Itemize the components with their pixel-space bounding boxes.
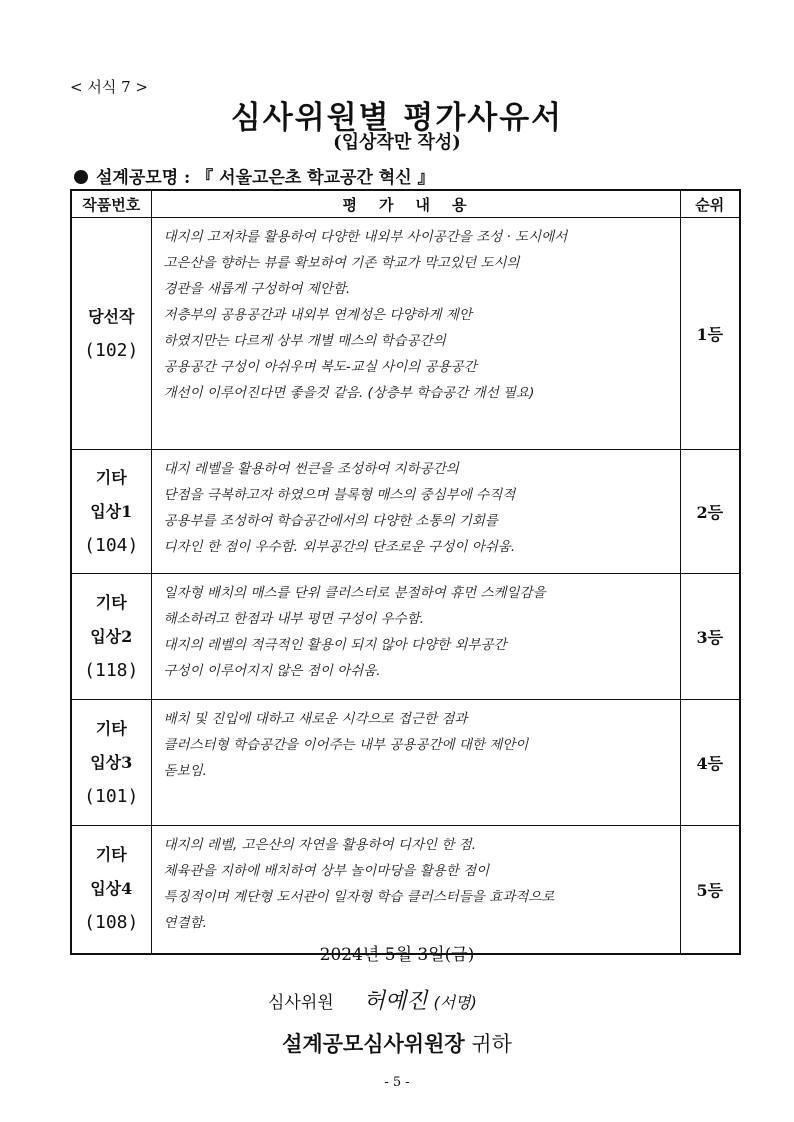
table-row [71, 826, 740, 954]
evaluation-line: 일자형 배치의 매스를 단위 클러스터로 분절하여 휴먼 스케일감을 [163, 585, 546, 601]
recipient-title: 설계공모심사위원장 [282, 1031, 465, 1056]
evaluation-line: 돋보임. [163, 763, 207, 779]
evaluation-table [70, 189, 741, 955]
document-subtitle: (입상작만 작성) [333, 132, 461, 153]
evaluation-line: 경관을 새롭게 구성하여 제안함. [163, 281, 351, 297]
evaluation-line: 단점을 극복하고자 하였으며 블록형 매스의 중심부에 수직적 [163, 487, 516, 503]
evaluation-text [151, 218, 680, 450]
evaluation-line: 대지의 레벨, 고은산의 자연을 활용하여 디자인 한 점. [163, 837, 476, 853]
evaluation-line: 대지 레벨을 활용하여 썬큰을 조성하여 지하공간의 [163, 461, 459, 477]
recipient-suffix: 귀하 [471, 1032, 512, 1056]
entry-category: 기타 [95, 845, 127, 865]
table-header-row [71, 190, 740, 218]
entry-number: (102) [84, 339, 139, 361]
evaluation-line: 저층부의 공용공간과 내외부 연계성은 다양하게 제안 [163, 307, 472, 323]
project-label: 설계공모명 : 『 서울고은초 학교공간 혁신 』 [96, 168, 435, 188]
form-number: < 서식 7 > [70, 78, 148, 96]
entry-category-cell [71, 574, 151, 700]
entry-category: 입상4 [90, 879, 133, 899]
evaluation-line: 공용공간 구성이 아쉬우며 복도-교실 사이의 공용공간 [163, 359, 477, 375]
entry-number: (101) [84, 785, 139, 807]
entry-category: 기타 [95, 592, 127, 612]
document-title: 심사위원별 평가사유서 [230, 100, 564, 136]
evaluation-line: 체육관을 지하에 배치하여 상부 놀이마당을 활용한 점이 [163, 863, 490, 879]
entry-category: 입상1 [90, 501, 133, 521]
signature-seal: (서명) [433, 993, 477, 1012]
entry-category: 기타 [95, 718, 127, 738]
header-rank: 순위 [680, 190, 740, 218]
evaluation-line: 대지의 고저차를 활용하여 다양한 내외부 사이공간을 조성 · 도시에서 [163, 229, 568, 245]
entry-number: (118) [84, 659, 139, 681]
table-row [71, 574, 740, 700]
entry-category: 입상3 [90, 752, 133, 772]
evaluation-line: 공용부를 조성하여 학습공간에서의 다양한 소통의 기회를 [163, 513, 498, 529]
page-number: - 5 - [384, 1075, 410, 1090]
evaluation-text [151, 450, 680, 574]
entry-category-cell [71, 826, 151, 954]
header-eval-content: 평가내용 [151, 190, 680, 218]
evaluation-text [151, 826, 680, 954]
table-row [71, 700, 740, 826]
entry-category-cell [71, 218, 151, 450]
rank-cell: 1등 [680, 218, 740, 450]
header-entry-no: 작품번호 [71, 190, 151, 218]
signer-label: 심사위원 [268, 993, 334, 1013]
entry-category-cell [71, 450, 151, 574]
evaluation-line: 구성이 이루어지지 않은 점이 아쉬움. [163, 663, 381, 679]
recipient-line [0, 1028, 794, 1058]
table-row [71, 218, 740, 450]
project-name [74, 163, 435, 188]
document-date: 2024년 5월 3일(금) [319, 945, 475, 965]
table-row [71, 450, 740, 574]
bullet-icon [74, 170, 88, 184]
entry-category: 입상2 [90, 626, 133, 646]
entry-number: (104) [84, 534, 139, 556]
rank-cell: 2등 [680, 450, 740, 574]
entry-category-cell [71, 700, 151, 826]
evaluation-line: 대지의 레벨의 적극적인 활용이 되지 않아 다양한 외부공간 [163, 637, 507, 653]
entry-category: 기타 [95, 467, 127, 487]
rank-cell: 5등 [680, 826, 740, 954]
evaluation-line: 특징적이며 계단형 도서관이 일자형 학습 클러스터들을 효과적으로 [163, 889, 555, 905]
entry-number: (108) [84, 912, 139, 934]
entry-category: 당선작 [88, 306, 135, 326]
signer-name: 허예진 [363, 989, 428, 1014]
evaluation-line: 하였지만는 다르게 상부 개별 매스의 학습공간의 [163, 333, 446, 349]
rank-cell: 3등 [680, 574, 740, 700]
evaluation-line: 고은산을 향하는 뷰를 확보하여 기존 학교가 막고있던 도시의 [163, 255, 520, 271]
evaluation-line: 해소하려고 한점과 내부 평면 구성이 우수함. [163, 611, 424, 627]
evaluation-line: 디자인 한 점이 우수함. 외부공간의 단조로운 구성이 아쉬움. [163, 539, 516, 555]
evaluation-line: 개선이 이루어진다면 좋을것 같음. (상층부 학습공간 개선 필요) [163, 385, 535, 401]
evaluation-line: 연결함. [163, 915, 207, 931]
signer-line [268, 984, 477, 1015]
evaluation-line: 클러스터형 학습공간을 이어주는 내부 공용공간에 대한 제안이 [163, 737, 529, 753]
evaluation-line: 배치 및 진입에 대하고 새로운 시각으로 접근한 점과 [163, 711, 468, 727]
evaluation-text [151, 574, 680, 700]
rank-cell: 4등 [680, 700, 740, 826]
evaluation-text [151, 700, 680, 826]
